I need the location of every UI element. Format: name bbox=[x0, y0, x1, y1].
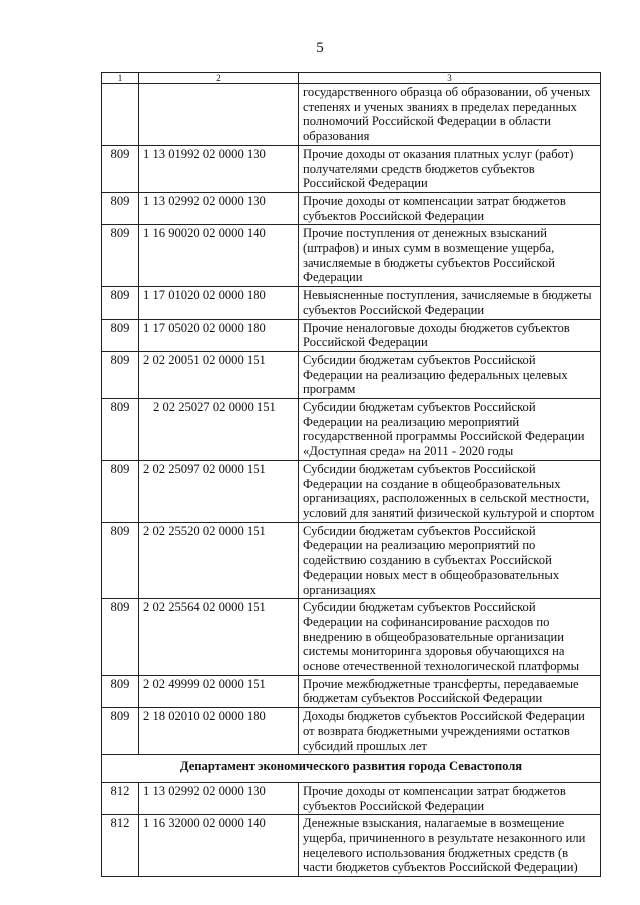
admin-code-cell: 809 bbox=[102, 460, 139, 522]
description-cell: Субсидии бюджетам субъектов Российской Федерации на создание в общеобразовательных организациях, расположенных в сельской местности, условий для занятий физической культурой и спортом bbox=[299, 460, 601, 522]
table-row bbox=[102, 192, 601, 224]
description-cell: Доходы бюджетов субъектов Российской Федерации от возврата бюджетными учреждениями остатков субсидий прошлых лет bbox=[299, 708, 601, 755]
description-cell: Прочие доходы от оказания платных услуг (работ) получателями средств бюджетов субъектов Российской Федерации bbox=[299, 145, 601, 192]
description-cell: Субсидии бюджетам субъектов Российской Федерации на софинансирование расходов по внедрению в общеобразовательные организации системы мониторинга здоровья обучающихся на основе отечественной технологической платформы bbox=[299, 599, 601, 676]
table-row bbox=[102, 287, 601, 319]
table-row bbox=[102, 675, 601, 707]
admin-code-cell: 809 bbox=[102, 522, 139, 599]
admin-code-cell bbox=[102, 84, 139, 146]
admin-code-cell: 812 bbox=[102, 782, 139, 814]
description-cell: Прочие доходы от компенсации затрат бюджетов субъектов Российской Федерации bbox=[299, 782, 601, 814]
table-row bbox=[102, 599, 601, 676]
description-cell: Субсидии бюджетам субъектов Российской Федерации на реализацию мероприятий государственной программы Российской Федерации «Доступная среда» на 2011 - 2020 годы bbox=[299, 399, 601, 461]
revenue-code-cell: 1 17 05020 02 0000 180 bbox=[139, 319, 299, 351]
description-cell: Субсидии бюджетам субъектов Российской Федерации на реализацию мероприятий по содействию созданию в субъектах Российской Федерации новых мест в общеобразовательных организациях bbox=[299, 522, 601, 599]
table-header-row bbox=[102, 73, 601, 84]
revenue-code-cell: 1 17 01020 02 0000 180 bbox=[139, 287, 299, 319]
revenue-code-cell: 1 13 01992 02 0000 130 bbox=[139, 145, 299, 192]
admin-code-cell: 809 bbox=[102, 287, 139, 319]
table-row bbox=[102, 225, 601, 287]
table-row bbox=[102, 815, 601, 877]
admin-code-cell: 809 bbox=[102, 708, 139, 755]
description-cell: Прочие неналоговые доходы бюджетов субъектов Российской Федерации bbox=[299, 319, 601, 351]
column-header-3: 3 bbox=[299, 73, 601, 84]
description-cell: Прочие поступления от денежных взысканий (штрафов) и иных сумм в возмещение ущерба, зачисляемые в бюджеты субъектов Российской Федерации bbox=[299, 225, 601, 287]
revenue-code-cell: 1 16 90020 02 0000 140 bbox=[139, 225, 299, 287]
table-row bbox=[102, 84, 601, 146]
revenue-code-cell: 1 16 32000 02 0000 140 bbox=[139, 815, 299, 877]
table-row bbox=[102, 351, 601, 398]
revenue-code-cell: 2 02 49999 02 0000 151 bbox=[139, 675, 299, 707]
admin-code-cell: 809 bbox=[102, 192, 139, 224]
description-cell: Денежные взыскания, налагаемые в возмещение ущерба, причиненного в результате незаконного или нецелевого использования бюджетных средств (в части бюджетов субъектов Российской Федерации) bbox=[299, 815, 601, 877]
table-row bbox=[102, 319, 601, 351]
section-title: Департамент экономического развития города Севастополя bbox=[102, 755, 601, 783]
admin-code-cell: 809 bbox=[102, 675, 139, 707]
section-header-row bbox=[102, 755, 601, 783]
revenue-code-cell bbox=[139, 84, 299, 146]
column-header-2: 2 bbox=[139, 73, 299, 84]
description-cell: Прочие доходы от компенсации затрат бюджетов субъектов Российской Федерации bbox=[299, 192, 601, 224]
admin-code-cell: 812 bbox=[102, 815, 139, 877]
table-row bbox=[102, 522, 601, 599]
table-row bbox=[102, 460, 601, 522]
column-header-1: 1 bbox=[102, 73, 139, 84]
description-cell: Невыясненные поступления, зачисляемые в бюджеты субъектов Российской Федерации bbox=[299, 287, 601, 319]
table-row bbox=[102, 145, 601, 192]
table-row bbox=[102, 399, 601, 461]
admin-code-cell: 809 bbox=[102, 225, 139, 287]
revenue-code-cell: 2 02 20051 02 0000 151 bbox=[139, 351, 299, 398]
revenue-code-cell: 1 13 02992 02 0000 130 bbox=[139, 192, 299, 224]
revenue-codes-table bbox=[101, 72, 601, 877]
admin-code-cell: 809 bbox=[102, 145, 139, 192]
page-number: 5 bbox=[316, 40, 324, 56]
admin-code-cell: 809 bbox=[102, 599, 139, 676]
description-cell: государственного образца об образовании, об ученых степенях и ученых званиях в пределах переданных полномочий Российской Федерации в области образования bbox=[299, 84, 601, 146]
table-row bbox=[102, 708, 601, 755]
table-row bbox=[102, 782, 601, 814]
description-cell: Прочие межбюджетные трансферты, передаваемые бюджетам субъектов Российской Федерации bbox=[299, 675, 601, 707]
revenue-code-cell: 2 02 25564 02 0000 151 bbox=[139, 599, 299, 676]
revenue-code-cell: 2 18 02010 02 0000 180 bbox=[139, 708, 299, 755]
revenue-code-cell: 2 02 25027 02 0000 151 bbox=[139, 399, 299, 461]
admin-code-cell: 809 bbox=[102, 399, 139, 461]
admin-code-cell: 809 bbox=[102, 351, 139, 398]
revenue-code-cell: 2 02 25520 02 0000 151 bbox=[139, 522, 299, 599]
revenue-code-cell: 1 13 02992 02 0000 130 bbox=[139, 782, 299, 814]
revenue-code-cell: 2 02 25097 02 0000 151 bbox=[139, 460, 299, 522]
admin-code-cell: 809 bbox=[102, 319, 139, 351]
description-cell: Субсидии бюджетам субъектов Российской Федерации на реализацию федеральных целевых программ bbox=[299, 351, 601, 398]
